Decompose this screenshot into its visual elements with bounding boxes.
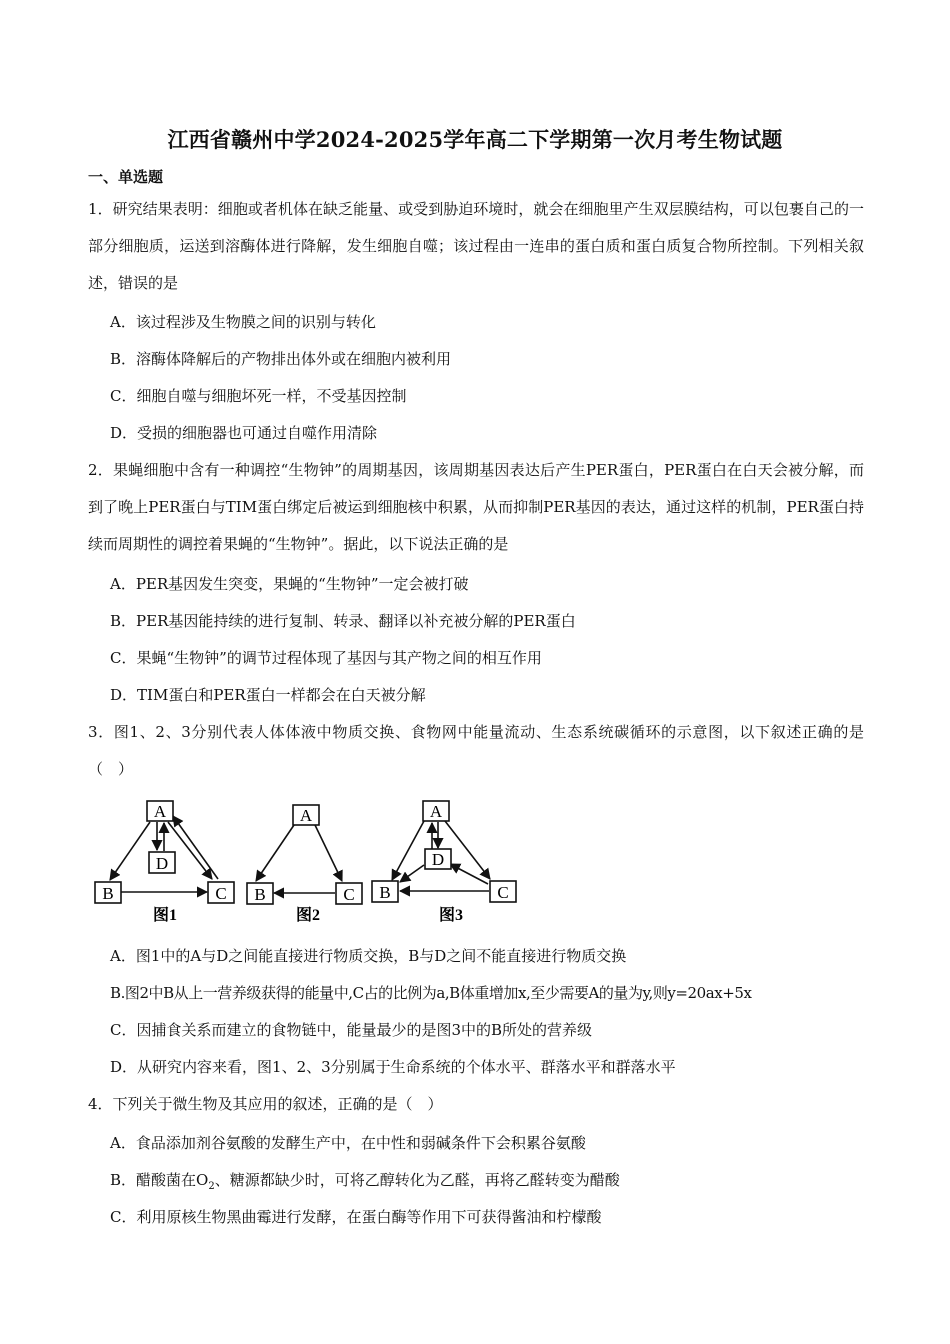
question-1-option-b: B．溶酶体降解后的产物排出体外或在细胞内被利用 xyxy=(110,350,452,368)
question-1-option-c: C．细胞自噬与细胞坏死一样，不受基因控制 xyxy=(110,387,407,405)
question-3-option-b: B.图2中B从上一营养级获得的能量中,C占的比例为a,B体重增加x,至少需要A的量为y,则y=20ax+5x xyxy=(110,984,752,1002)
question-4-option-b-subscript: 2 xyxy=(208,1181,215,1192)
question-3-figure xyxy=(90,796,530,930)
question-4-stem: 4．下列关于微生物及其应用的叙述，正确的是（ ） xyxy=(88,1095,443,1113)
question-3-option-c: C．因捕食关系而建立的食物链中，能量最少的是图3中的B所处的营养级 xyxy=(110,1021,593,1039)
question-2-option-b: B．PER基因能持续的进行复制、转录、翻译以补充被分解的PER蛋白 xyxy=(110,612,576,630)
question-2-option-c: C．果蝇“生物钟”的调节过程体现了基因与其产物之间的相互作用 xyxy=(110,649,542,667)
fig3-label: 图3 xyxy=(438,907,464,924)
question-2-option-d: D．TIM蛋白和PER蛋白一样都会在白天被分解 xyxy=(110,686,426,704)
fig2-node-b: B xyxy=(254,885,266,904)
fig3-node-b: B xyxy=(379,883,391,902)
section-heading: 一、单选题 xyxy=(88,168,164,186)
fig1-label: 图1 xyxy=(152,907,178,924)
fig2-node-a: A xyxy=(299,806,313,825)
question-4-option-b-pre: B．醋酸菌在O xyxy=(110,1171,209,1189)
exam-title: 江西省赣州中学2024-2025学年高二下学期第一次月考生物试题 xyxy=(167,127,783,152)
fig3-node-c: C xyxy=(497,883,509,902)
fig1-node-a: A xyxy=(153,802,167,821)
question-4-option-c: C．利用原核生物黑曲霉进行发酵，在蛋白酶等作用下可获得酱油和柠檬酸 xyxy=(110,1208,602,1226)
question-2-option-a: A．PER基因发生突变，果蝇的“生物钟”一定会被打破 xyxy=(110,575,469,593)
question-1-stem: 1．研究结果表明：细胞或者机体在缺乏能量、或受到胁迫环境时，就会在细胞里产生双层膜结构，可以包裹自己的一部分细胞质，运送到溶酶体进行降解，发生细胞自噬；该过程由一连串的蛋白质和蛋白质复合物所控制。下列相关叙述，错误的是 xyxy=(88,200,864,292)
question-4-option-a: A．食品添加剂谷氨酸的发酵生产中，在中性和弱碱条件下会积累谷氨酸 xyxy=(110,1134,586,1152)
question-2-stem: 2．果蝇细胞中含有一种调控“生物钟”的周期基因，该周期基因表达后产生PER蛋白，PER蛋白在白天会被分解，而到了晚上PER蛋白与TIM蛋白绑定后被运到细胞核中积累，从而抑制PER基因的表达，通过这样的机制，PER蛋白持续而周期性的调控着果蝇的“生物钟”。据此，以下说法正确的是 xyxy=(88,461,864,553)
fig3-node-a: A xyxy=(429,802,443,821)
figure-3-diagram xyxy=(372,801,516,924)
fig2-label: 图2 xyxy=(295,907,321,924)
fig1-node-c: C xyxy=(215,884,227,903)
question-1-option-d: D．受损的细胞器也可通过自噬作用清除 xyxy=(110,424,378,442)
fig1-node-b: B xyxy=(102,884,114,903)
fig3-node-d: D xyxy=(431,850,445,869)
question-3-stem: 3．图1、2、3分别代表人体体液中物质交换、食物网中能量流动、生态系统碳循环的示意图，以下叙述正确的是（ ） xyxy=(88,723,864,778)
fig2-node-c: C xyxy=(343,885,355,904)
question-3-option-d: D．从研究内容来看，图1、2、3分别属于生命系统的个体水平、群落水平和群落水平 xyxy=(110,1058,676,1076)
fig1-node-d: D xyxy=(155,854,169,873)
question-1-option-a: A．该过程涉及生物膜之间的识别与转化 xyxy=(110,313,376,331)
figure-2-diagram xyxy=(247,805,362,924)
question-4-option-b xyxy=(110,1170,870,1197)
question-3-option-a: A．图1中的A与D之间能直接进行物质交换，B与D之间不能直接进行物质交换 xyxy=(110,947,627,965)
question-4-option-b-post: 、糖源都缺少时，可将乙醇转化为乙醛，再将乙醛转变为醋酸 xyxy=(214,1171,620,1189)
figure-1-diagram xyxy=(95,801,234,924)
